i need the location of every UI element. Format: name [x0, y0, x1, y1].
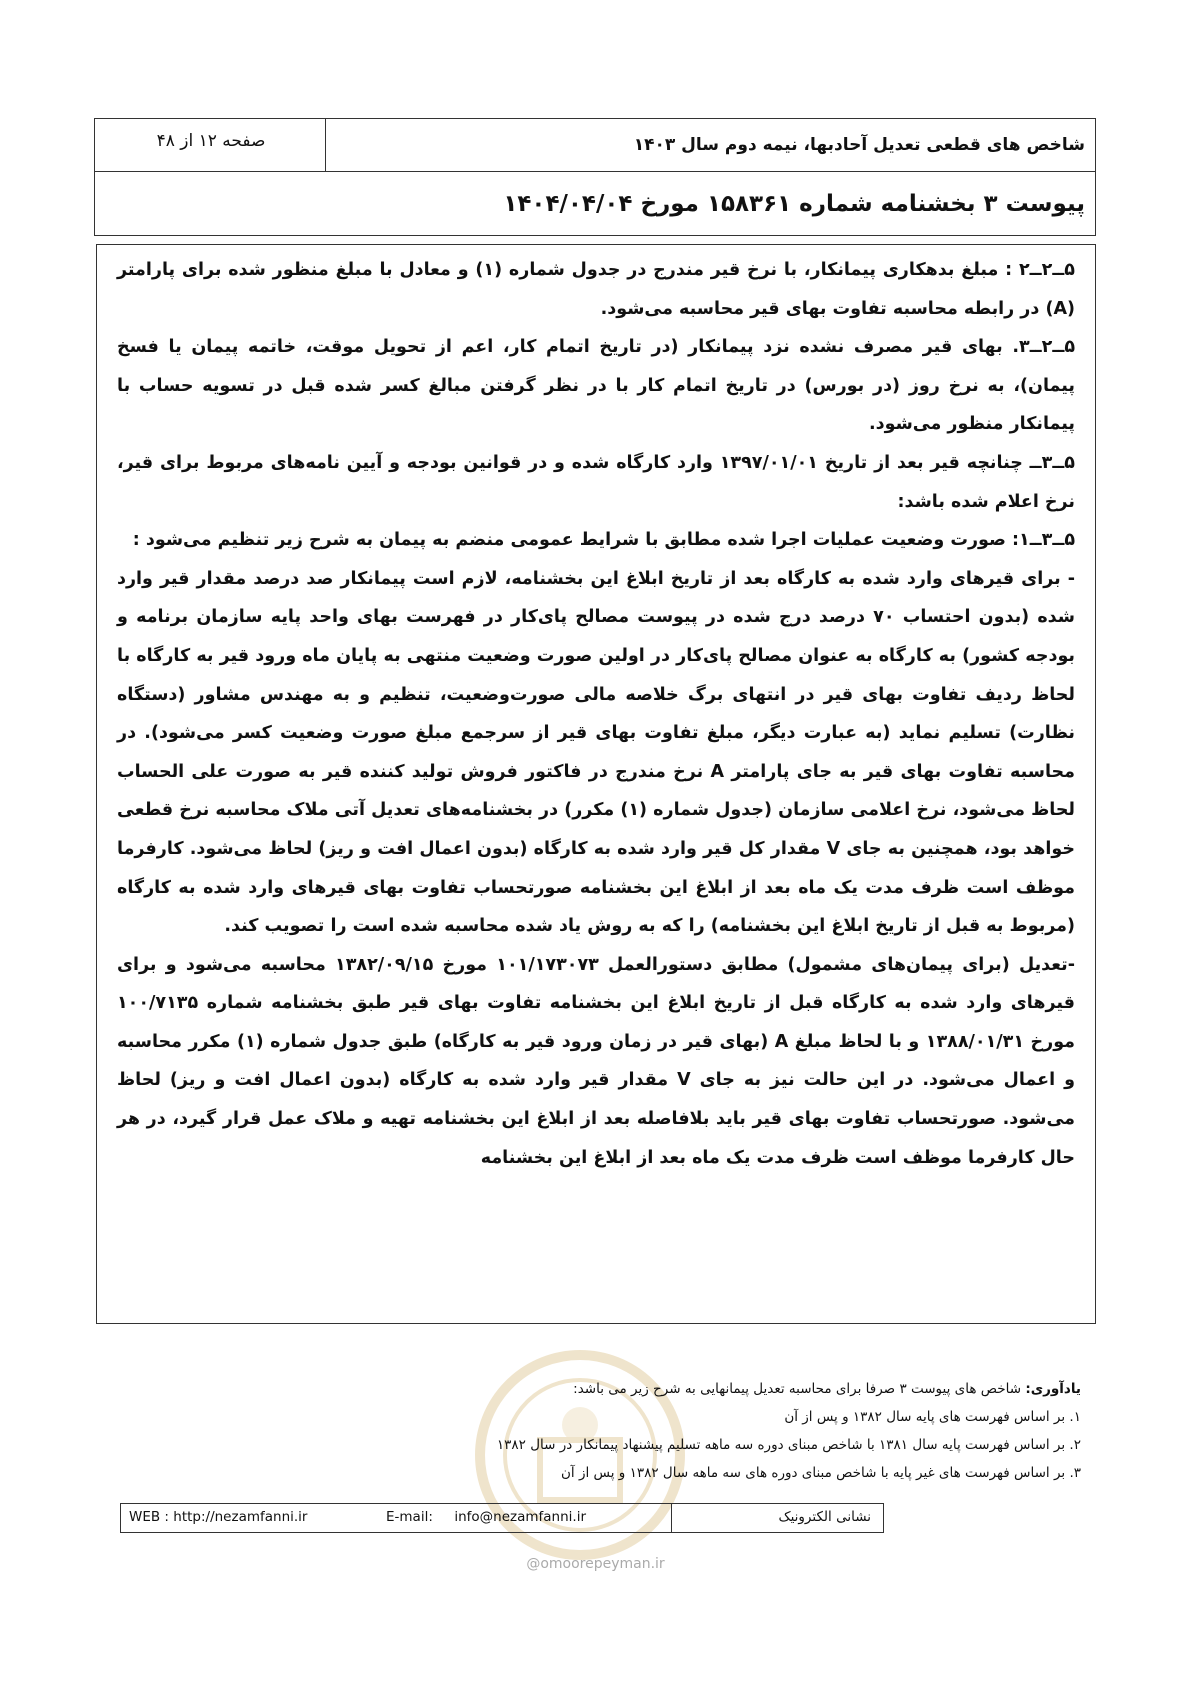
- page-number: صفحه ۱۲ از ۴۸: [156, 131, 266, 151]
- email-value[interactable]: info@nezamfanni.ir: [454, 1509, 587, 1525]
- paragraph: ۵ــ۲ــ۲ : مبلغ بدهکاری پیمانکار، با نرخ قیر مندرج در جدول شماره (۱) و معادل با مبلغ منظور شده برای پارامتر (A) در رابطه محاسبه تفاوت بهای قیر محاسبه می‌شود.: [117, 260, 1075, 319]
- paragraph: ۵ــ۲ــ۳. بهای قیر مصرف نشده نزد پیمانکار (در تاریخ اتمام کار، اعم از تحویل موقت، خاتمه پیمان یا فسخ پیمان)، به نرخ روز (در بورس) در تاریخ اتمام کار با در نظر گرفتن مبالغ کسر شده قبل در تسویه حساب با پیمانکار منظور می‌شود.: [117, 337, 1075, 435]
- paragraph: - برای قیرهای وارد شده به کارگاه بعد از تاریخ ابلاغ این بخشنامه، لازم است پیمانکار صد درصد مقدار قیر وارد شده (بدون احتساب ۷۰ درصد درج شده در پیوست مصالح پای‌کار در فهرست بهای واحد پایه سازمان برنامه و بودجه کشور) به کارگاه به عنوان مصالح پای‌کار در اولین صورت وضعیت منتهی به پایان ماه ورود قیر به کارگاه با لحاظ ردیف تفاوت بهای قیر در انتهای برگ خلاصه مالی صورت‌وضعیت، تنظیم و به مهندس مشاور (دستگاه نظارت) تسلیم نماید (به عبارت دیگر، مبلغ تفاوت بهای قیر از سرجمع مبلغ صورت وضعیت کسر می‌شود). در محاسبه تفاوت بهای قیر به جای پارامتر A نرخ مندرج در فاکتور فروش تولید کننده قیر به صورت علی الحساب لحاظ می‌شود، نرخ اعلامی سازمان (جدول شماره (۱) مکرر) در بخشنامه‌های تعدیل آتی ملاک محاسبه نرخ قطعی خواهد بود، همچنین به جای V مقدار کل قیر وارد شده به کارگاه (بدون اعمال افت و ریز) لحاظ می‌شود. کارفرما موظف است ظرف مدت یک ماه بعد از ابلاغ این بخشنامه صورتحساب تفاوت بهای قیرهای وارد شده به کارگاه (مربوط به قبل از تاریخ ابلاغ این بخشنامه) را که به روش یاد شده محاسبه شده است را تصویب کند.: [117, 568, 1076, 937]
- electronic-address-label: نشانی الکترونیک: [778, 1509, 871, 1525]
- footer-divider: [671, 1504, 672, 1532]
- header-row: [95, 119, 1095, 172]
- subtitle-row: [95, 171, 1095, 237]
- footnote-item: ۳. بر اساس فهرست های غیر پایه با شاخص مبنای دوره های سه ماهه سال ۱۳۸۲ و پس از آن: [561, 1465, 1081, 1481]
- footnote-intro: شاخص های پیوست ۳ صرفا برای محاسبه تعدیل پیمانهایی به شرح زیر می باشد:: [573, 1381, 1022, 1397]
- website-link[interactable]: WEB : http://nezamfanni.ir: [129, 1509, 308, 1525]
- watermark-text: @omoorepeyman.ir: [526, 1556, 665, 1572]
- footnote-item: ۲. بر اساس فهرست پایه سال ۱۳۸۱ با شاخص مبنای دوره سه ماهه تسلیم پیشنهاد پیمانکار در سال ۱۳۸۲: [496, 1437, 1081, 1453]
- document-title: شاخص های قطعی تعدیل آحادبها، نیمه دوم سال ۱۴۰۳: [325, 119, 1095, 171]
- footnote-title: یادآوری:: [1025, 1381, 1081, 1397]
- header-table: [94, 118, 1096, 236]
- paragraph: -تعدیل (برای پیمان‌های مشمول) مطابق دستورالعمل ۱۰۱/۱۷۳۰۷۳ مورخ ۱۳۸۲/۰۹/۱۵ محاسبه می‌شود و برای قیرهای وارد شده به کارگاه قبل از تاریخ ابلاغ این بخشنامه تفاوت بهای قیر طبق بخشنامه شماره ۱۰۰/۷۱۳۵ مورخ ۱۳۸۸/۰۱/۳۱ و با لحاظ مبلغ A (بهای قیر در زمان ورود قیر به کارگاه) طبق جدول شماره (۱) مکرر محاسبه و اعمال می‌شود. در این حالت نیز به جای V مقدار قیر وارد شده به کارگاه (بدون اعمال افت و ریز) لحاظ می‌شود. صورتحساب تفاوت بهای قیر باید بلافاصله بعد از ابلاغ این بخشنامه تهیه و ملاک عمل قرار گیرد، در هر حال کارفرما موظف است ظرف مدت یک ماه بعد از ابلاغ این بخشنامه: [117, 954, 1076, 1168]
- footnote: [221, 1375, 1081, 1487]
- paragraph: ۵ــ۳ــ چنانچه قیر بعد از تاریخ ۱۳۹۷/۰۱/۰۱ وارد کارگاه شده و در قوانین بودجه و آیین نامه‌های مربوط برای قیر، نرخ اعلام شده باشد:: [117, 452, 1075, 512]
- content-box: [96, 244, 1096, 1324]
- email-address[interactable]: [386, 1504, 586, 1532]
- paragraph: ۵ــ۳ــ۱: صورت وضعیت عملیات اجرا شده مطابق با شرایط عمومی منضم به پیمان به شرح زیر تنظیم می‌شود :: [132, 530, 1075, 551]
- footnote-item: ۱. بر اساس فهرست های پایه سال ۱۳۸۲ و پس از آن: [784, 1409, 1081, 1425]
- email-label: E-mail:: [386, 1509, 433, 1525]
- attachment-subtitle: پیوست ۳ بخشنامه شماره ۱۵۸۳۶۱ مورخ ۱۴۰۴/۰۴/۰۴: [503, 191, 1085, 217]
- footer-bar: [120, 1503, 884, 1533]
